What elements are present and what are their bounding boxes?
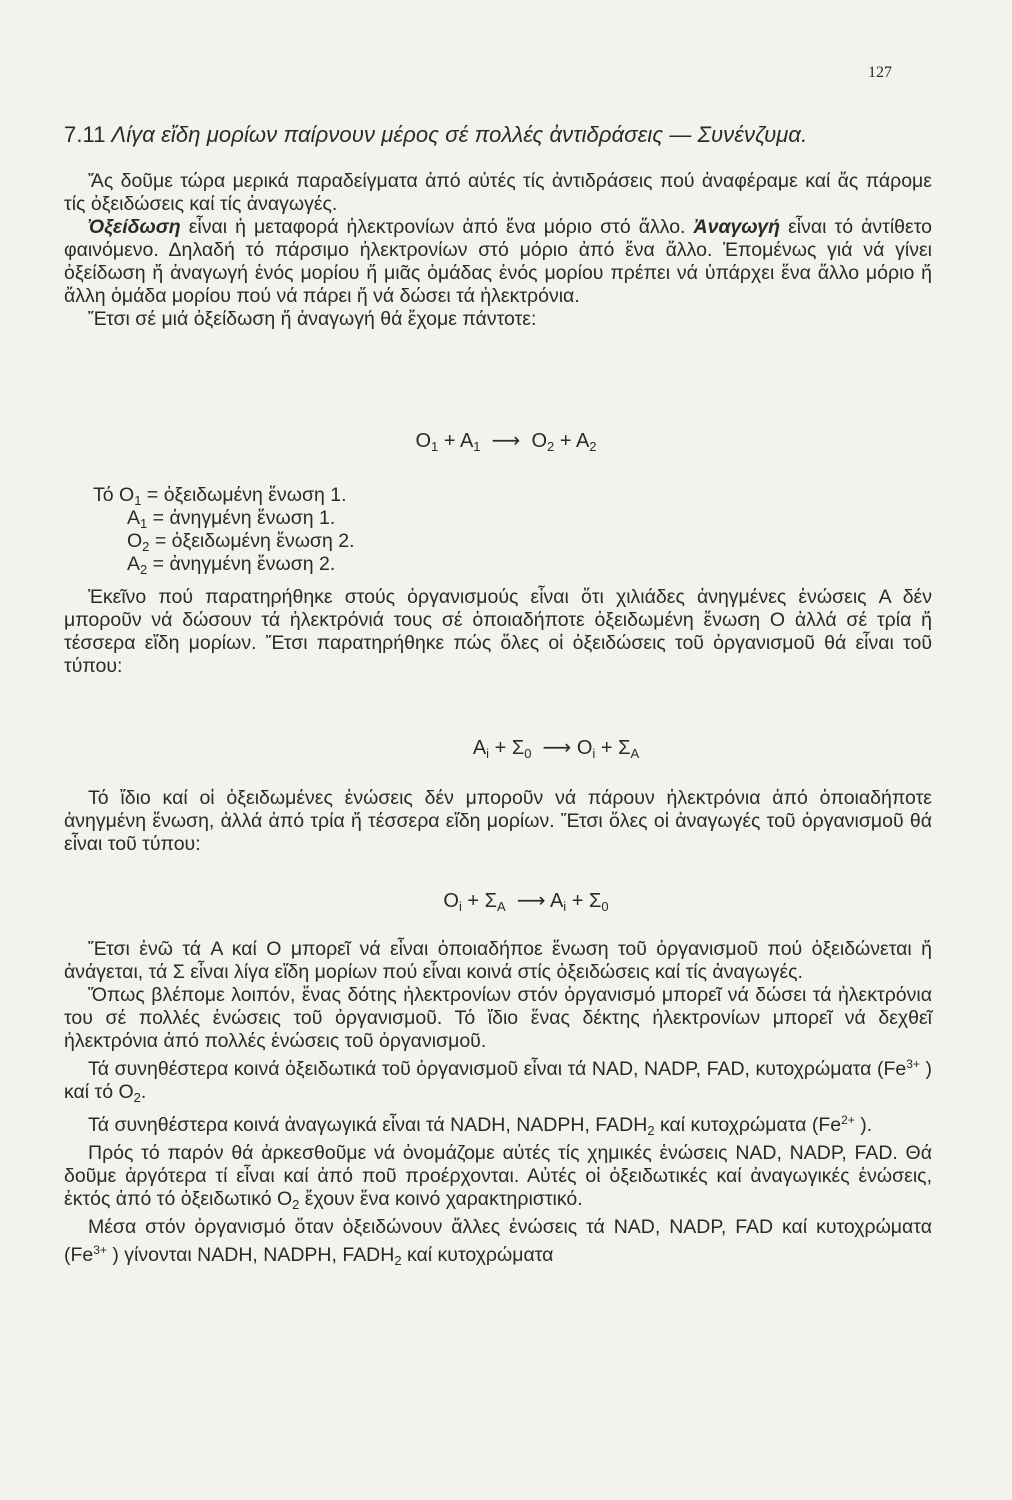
- section-title-text: Λίγα εἴδη μορίων παίρνουν μέρος σέ πολλές ἀντιδράσεις — Συνένζυμα.: [111, 122, 808, 147]
- paragraph-6: Ἔτσι ἐνῶ τά A καί O μπορεῖ νά εἶναι ὁποιαδήποε ἕνωση τοῦ ὀργανισμοῦ πού ὀξειδώνεται ἤ ἀνάγεται, τά Σ εἶναι λίγα εἴδη μορίων πού εἶναι κοινά στίς ὀξειδώσεις καί τίς ἀναγωγές.: [64, 938, 932, 983]
- paragraph-1: Ἄς δοῦμε τώρα μερικά παραδείγματα ἀπό αὐτές τίς ἀντιδράσεις πού ἀναφέραμε καί ἄς πάρομε τίς ὀξειδώσεις καί τίς ἀναγωγές.: [64, 170, 932, 215]
- eq3-plus: +: [467, 890, 480, 912]
- eq2-a-sub: i: [486, 746, 490, 761]
- eq1-a2-sub: 2: [589, 439, 597, 454]
- definition-row: [93, 530, 355, 553]
- eq2-plus: +: [494, 737, 507, 759]
- p10-text-b: ἔχουν ἕνα κοινό χαρακτηριστικό.: [299, 1188, 583, 1210]
- eq3-a-sub: i: [563, 899, 567, 914]
- paragraph-2b: εἶναι τό ἀντίθετο φαινόμενο. Δηλαδή τό πάρσιμο ἠλεκτρονίων στό μόριο ἀπό ἕνα ἄλλο. Ἑπομένως γιά νά γίνει ὀξείδωση ἤ ἀναγωγή ἑνός μορίου ἤ μιᾶς ὁμάδας ἑνός μορίου πρέπει νά ὑπάρχει ἕνα ἄλλο μόριο ἤ ἄλλη ὁμάδα μορίου πού νά πάρει ἤ νά δώσει τά ἠλεκτρόνια.: [64, 216, 932, 307]
- p11-sub: 2: [394, 1253, 402, 1268]
- eq1-o1: O: [415, 430, 432, 452]
- eq3-plus-2: +: [571, 890, 584, 912]
- paragraph-3: Ἔτσι σέ μιά ὀξείδωση ἤ ἀναγωγή θά ἔχομε πάντοτε:: [88, 308, 537, 330]
- oxidation-block: [64, 586, 932, 678]
- def-symbol: O: [127, 530, 143, 552]
- p11-text-c: καί κυτοχρώματα: [401, 1244, 554, 1266]
- p9-sup: 2+: [841, 1113, 855, 1127]
- equation-3: [0, 888, 1012, 914]
- eq3-o-sub: i: [458, 899, 462, 914]
- p8-text-a: Τά συνηθέστερα κοινά ὀξειδωτικά τοῦ ὀργανισμοῦ εἶναι τά NAD, NADP, FAD, κυτοχρώματα (Fe: [88, 1058, 907, 1080]
- eq2-o-sub: i: [592, 746, 596, 761]
- eq3-o: O: [443, 890, 459, 912]
- eq2-sigma-2: Σ: [618, 737, 631, 759]
- eq3-sigma-2-sub: 0: [601, 899, 609, 914]
- p9-text-b: καί κυτοχρώματα (Fe: [654, 1114, 842, 1136]
- p8-text-b: ) καί τό O: [64, 1058, 932, 1103]
- p11-text-a: Μέσα στόν ὀργανισμό ὅταν ὀξειδώνουν ἄλλες ἑνώσεις τά NAD, NADP, FAD καί κυτοχρώματα (Fe: [64, 1216, 932, 1266]
- section-title: [64, 122, 964, 148]
- p11-sup: 3+: [93, 1243, 107, 1257]
- def-symbol: A: [127, 553, 141, 575]
- def-symbol: O: [119, 484, 135, 506]
- def-equals: =: [152, 553, 165, 575]
- paragraph-9: [64, 1109, 932, 1142]
- definition-row: [93, 553, 355, 576]
- eq2-o: O: [576, 737, 593, 759]
- def-text: ἀνηγμένη ἕνωση 2.: [169, 553, 336, 575]
- eq2-sigma-sub: 0: [524, 746, 532, 761]
- eq1-plus-2: +: [559, 430, 572, 452]
- def-sub: 1: [134, 493, 142, 508]
- def-equals: =: [154, 530, 167, 552]
- oxidation-term: Ὀξείδωση: [88, 216, 181, 238]
- definition-row: [93, 484, 355, 507]
- def-text: ὀξειδωμένη ἕνωση 1.: [163, 484, 347, 506]
- p8-text-c: .: [140, 1081, 147, 1103]
- eq2-plus-2: +: [600, 737, 613, 759]
- p8-sub: 2: [133, 1090, 141, 1105]
- eq3-sigma-sub: A: [497, 899, 506, 914]
- eq2-sigma: Σ: [511, 737, 525, 759]
- p10-sub: 2: [292, 1197, 300, 1212]
- def-sub: 1: [140, 516, 148, 531]
- definitions: [93, 484, 355, 576]
- def-sub: 2: [140, 562, 148, 577]
- eq1-a1-sub: 1: [473, 439, 481, 454]
- paragraph-8: [64, 1053, 932, 1109]
- eq1-arrow: ⟶: [491, 430, 521, 452]
- eq1-plus: +: [443, 430, 456, 452]
- eq3-sigma: Σ: [484, 890, 498, 912]
- p11-text-b: ) γίνονται NADH, NADPH, FADH: [106, 1244, 395, 1266]
- p9-text-a: Τά συνηθέστερα κοινά ἀναγωγικά εἶναι τά NADH, NADPH, FADH: [88, 1114, 648, 1136]
- eq2-a: A: [472, 737, 487, 759]
- def-equals: =: [152, 507, 165, 529]
- equation-1: [0, 428, 1012, 454]
- def-text: ὀξειδωμένη ἕνωση 2.: [171, 530, 355, 552]
- page-number: 127: [868, 64, 892, 81]
- paragraph-4: Ἐκεῖνο πού παρατηρήθηκε στούς ὀργανισμούς εἶναι ὅτι χιλιάδες ἀνηγμένες ἑνώσεις A δέν μποροῦν νά δώσουν τά ἠλεκτρόνιά τους σέ ὁποιαδήποτε ὀξειδωμένη ἕνωση O ἀλλά σέ τρία ἤ τέσσερα εἴδη μορίων. Ἔτσι παρατηρήθηκε πώς ὅλες οἱ ὀξειδώσεις τοῦ ὀργανισμοῦ θά εἶναι τοῦ τύπου:: [64, 586, 932, 677]
- def-sub: 2: [142, 539, 150, 554]
- paragraph-7: Ὅπως βλέπομε λοιπόν, ἕνας δότης ἠλεκτρονίων στόν ὀργανισμό μπορεῖ νά δώσει τά ἠλεκτρόνια του σέ πολλές ἑνώσεις τοῦ ὀργανισμοῦ. Τό ἴδιο ἕνας δέκτης ἠλεκτρονίων μπορεῖ νά δεχθεῖ ἠλεκτρόνια ἀπό πολλές ἑνώσεις τοῦ ὀργανισμοῦ.: [64, 984, 932, 1052]
- paragraph-2a: εἶναι ἡ μεταφορά ἠλεκτρονίων ἀπό ἕνα μόριο στό ἄλλο.: [180, 216, 694, 238]
- paragraph-5: Τό ἴδιο καί οἱ ὀξειδωμένες ἑνώσεις δέν μποροῦν νά πάρουν ἠλεκτρόνια ἀπό ὁποιαδήποτε ἀνηγμένη ἕνωση, ἀλλά ἀπό τρία ἤ τέσσερα εἴδη μορίων. Ἔτσι ὅλες οἱ ἀναγωγές τοῦ ὀργανισμοῦ θά εἶναι τοῦ τύπου:: [64, 787, 932, 855]
- eq1-a2: A: [575, 430, 590, 452]
- def-equals: =: [146, 484, 159, 506]
- main-block: [64, 938, 932, 1272]
- p9-sub: 2: [647, 1123, 655, 1138]
- eq1-o2: O: [531, 430, 548, 452]
- def-text: ἀνηγμένη ἕνωση 1.: [169, 507, 336, 529]
- p9-text-c: ).: [854, 1114, 873, 1136]
- definition-row: [93, 507, 355, 530]
- def-prefix: Τό: [93, 484, 114, 506]
- equation-2: [0, 735, 1012, 761]
- eq3-sigma-2: Σ: [589, 890, 602, 912]
- p10-text-a: Πρός τό παρόν θά ἀρκεσθοῦμε νά ὀνομάζομε αὐτές τίς χημικές ἑνώσεις NAD, NADP, FAD. Θά δοῦμε ἀργότερα τί εἶναι καί ἀπό ποῦ προέρχονται. Αὐτές οἱ ὀξειδωτικές καί ἀναγωγικές ἑνώσεις, ἐκτός ἀπό τό ὀξειδωτικό O: [64, 1142, 932, 1210]
- eq2-arrow: ⟶: [542, 737, 572, 759]
- def-symbol: A: [127, 507, 141, 529]
- section-number: 7.11: [64, 122, 106, 147]
- eq1-o2-sub: 2: [547, 439, 555, 454]
- p8-sup: 3+: [906, 1057, 920, 1071]
- paragraph-2: [64, 216, 932, 308]
- eq3-a: A: [549, 890, 564, 912]
- paragraph-10: [64, 1142, 932, 1216]
- paragraph-11: [64, 1216, 932, 1272]
- reduction-term: Ἀναγωγή: [693, 216, 781, 238]
- eq1-a1: A: [459, 430, 474, 452]
- intro-block: [64, 170, 932, 331]
- eq3-arrow: ⟶: [516, 890, 546, 912]
- eq1-o1-sub: 1: [431, 439, 439, 454]
- reduction-block: [64, 787, 932, 856]
- eq2-sigma-2-sub: A: [630, 746, 640, 761]
